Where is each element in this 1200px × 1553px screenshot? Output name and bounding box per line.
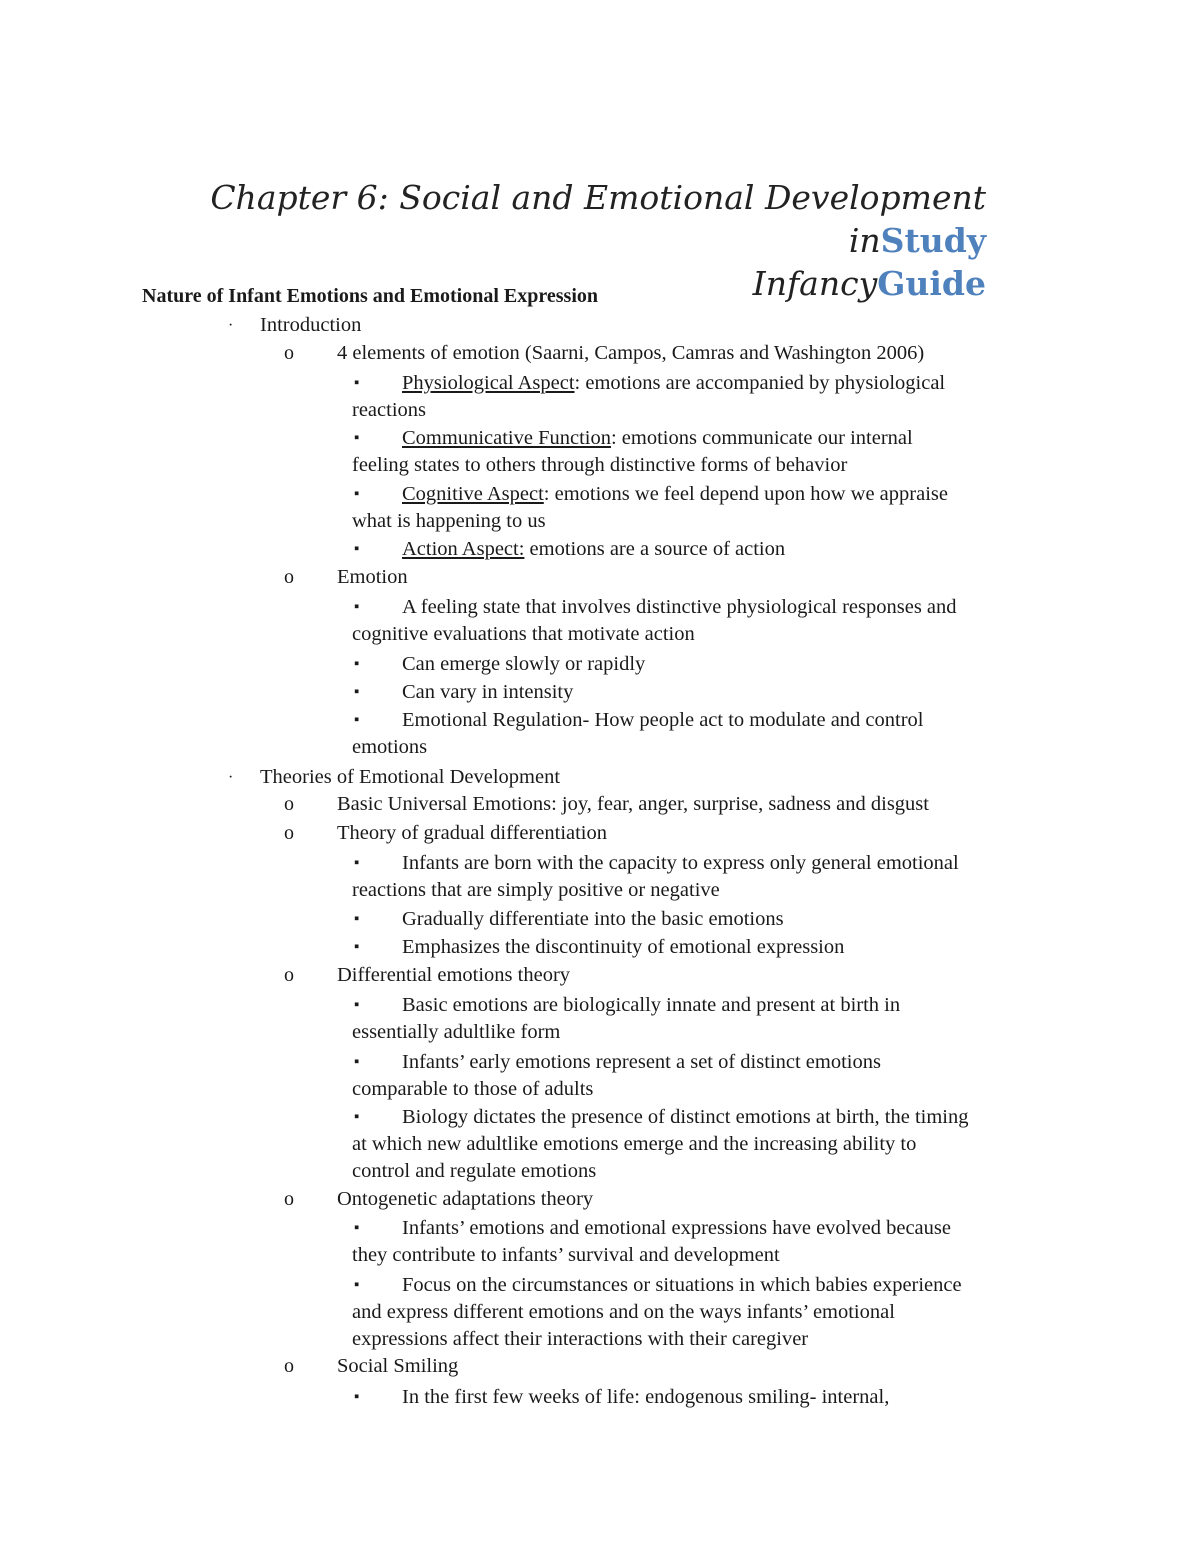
- list-item-l2: [284, 1186, 594, 1213]
- item-text: Infants’ emotions and emotional expressions have evolved because: [402, 1217, 951, 1239]
- item-text: : emotions communicate our internal: [610, 427, 913, 449]
- bullet-circle: o: [284, 1188, 294, 1210]
- item-text: Emotion: [337, 566, 408, 588]
- item-text: Can emerge slowly or rapidly: [402, 653, 646, 675]
- bullet-circle: o: [284, 822, 294, 844]
- bullet-square: ▪: [354, 599, 360, 615]
- watermark-study: Study: [880, 221, 986, 260]
- item-text: Theories of Emotional Development: [260, 766, 561, 788]
- list-item-continuation: reactions that are simply positive or negative: [352, 879, 720, 901]
- title-text-2: Infancy: [752, 264, 878, 303]
- list-item-continuation: essentially adultlike form: [352, 1021, 561, 1043]
- bullet-square: ▪: [354, 1389, 360, 1405]
- list-item-l3: [354, 481, 948, 508]
- item-text: emotions are a source of action: [524, 538, 786, 560]
- item-text: A feeling state that involves distinctive physiological responses and: [402, 596, 957, 618]
- bullet-circle: o: [284, 793, 294, 815]
- bullet-square: ▪: [354, 430, 360, 446]
- list-item-continuation: cognitive evaluations that motivate action: [352, 623, 695, 645]
- bullet-square: ▪: [354, 541, 360, 557]
- bullet-square: ▪: [354, 486, 360, 502]
- list-item-continuation: and express different emotions and on the ways infants’ emotional: [352, 1301, 895, 1323]
- watermark-guide: Guide: [877, 264, 986, 303]
- item-text: Theory of gradual differentiation: [337, 822, 608, 844]
- list-item-l3: [354, 370, 946, 397]
- bullet-square: ▪: [354, 997, 360, 1013]
- list-item-continuation: feeling states to others through distinctive forms of behavior: [352, 454, 848, 476]
- list-item-l2: [284, 340, 925, 367]
- list-item-l2: [284, 820, 608, 847]
- list-item-l2: [284, 564, 408, 591]
- list-item-continuation: reactions: [352, 399, 426, 421]
- bullet-circle: o: [284, 964, 294, 986]
- item-text: In the first few weeks of life: endogenous smiling- internal,: [402, 1386, 890, 1408]
- bullet-square: ▪: [354, 684, 360, 700]
- list-item-l3: [354, 1272, 962, 1299]
- list-item-l2: [284, 791, 929, 818]
- bullet-square: ▪: [354, 939, 360, 955]
- list-item-l3: [354, 1049, 881, 1076]
- bullet-square: ▪: [354, 911, 360, 927]
- bullet-square: ▪: [354, 1277, 360, 1293]
- bullet-square: ▪: [354, 1109, 360, 1125]
- item-text: Infants’ early emotions represent a set of distinct emotions: [402, 1051, 881, 1073]
- item-text: : emotions we feel depend upon how we appraise: [543, 483, 948, 505]
- bullet-square: ▪: [354, 375, 360, 391]
- item-text: 4 elements of emotion (Saarni, Campos, Camras and Washington 2006): [337, 342, 925, 364]
- bullet-circle: o: [284, 1355, 294, 1377]
- item-text: Ontogenetic adaptations theory: [337, 1188, 594, 1210]
- bullet-square: ▪: [354, 1220, 360, 1236]
- item-text: Emphasizes the discontinuity of emotional expression: [402, 936, 845, 958]
- item-text: Focus on the circumstances or situations in which babies experience: [402, 1274, 962, 1296]
- list-item-l3: [354, 651, 646, 678]
- bullet-square: ▪: [354, 855, 360, 871]
- list-item-l3: [354, 992, 901, 1019]
- item-text: Basic emotions are biologically innate and present at birth in: [402, 994, 901, 1016]
- list-item-l3: [354, 425, 913, 452]
- list-item-continuation: comparable to those of adults: [352, 1078, 594, 1100]
- list-item-continuation: what is happening to us: [352, 510, 546, 532]
- term-communicative: Communicative Function: [402, 427, 611, 449]
- title-text-1: Chapter 6: Social and Emotional Development in: [210, 178, 986, 260]
- list-item-continuation: expressions affect their interactions with their caregiver: [352, 1328, 809, 1350]
- list-item-continuation: control and regulate emotions: [352, 1160, 597, 1182]
- term-physiological: Physiological Aspect: [402, 372, 575, 394]
- list-item-continuation: at which new adultlike emotions emerge and the increasing ability to: [352, 1133, 917, 1155]
- section-heading: Nature of Infant Emotions and Emotional Expression: [142, 285, 598, 307]
- item-text: Emotional Regulation- How people act to modulate and control: [402, 709, 924, 731]
- term-cognitive: Cognitive Aspect: [402, 483, 544, 505]
- list-item-l2: [284, 962, 571, 989]
- list-item-l3: [354, 707, 924, 734]
- list-item-l3: [354, 1384, 890, 1411]
- bullet-dot: ·: [228, 317, 234, 334]
- bullet-circle: o: [284, 342, 294, 364]
- item-text: Can vary in intensity: [402, 681, 574, 703]
- list-item-l3: [354, 679, 574, 706]
- list-item-l3: [354, 906, 784, 933]
- item-text: Gradually differentiate into the basic emotions: [402, 908, 784, 930]
- item-text: Social Smiling: [337, 1355, 459, 1377]
- list-item-l3: [354, 536, 786, 563]
- list-item-l3: [354, 594, 957, 621]
- list-item-l1: [228, 312, 362, 339]
- list-item-continuation: they contribute to infants’ survival and development: [352, 1244, 780, 1266]
- item-text: Biology dictates the presence of distinct emotions at birth, the timing: [402, 1106, 969, 1128]
- title-line-1: [86, 176, 986, 262]
- bullet-circle: o: [284, 566, 294, 588]
- term-action: Action Aspect:: [402, 538, 525, 560]
- list-item-l3: [354, 850, 959, 877]
- item-text: : emotions are accompanied by physiological: [574, 372, 946, 394]
- list-item-l3: [354, 1215, 951, 1242]
- list-item-continuation: emotions: [352, 736, 428, 758]
- bullet-dot: ·: [228, 769, 234, 786]
- item-text: Basic Universal Emotions: joy, fear, anger, surprise, sadness and disgust: [337, 793, 929, 815]
- bullet-square: ▪: [354, 656, 360, 672]
- list-item-l3: [354, 934, 845, 961]
- list-item-l3: [354, 1104, 969, 1131]
- list-item-l1: [228, 764, 561, 791]
- bullet-square: ▪: [354, 1054, 360, 1070]
- bullet-square: ▪: [354, 712, 360, 728]
- item-text: Introduction: [260, 314, 362, 336]
- list-item-l2: [284, 1353, 459, 1380]
- item-text: Infants are born with the capacity to express only general emotional: [402, 852, 959, 874]
- item-text: Differential emotions theory: [337, 964, 571, 986]
